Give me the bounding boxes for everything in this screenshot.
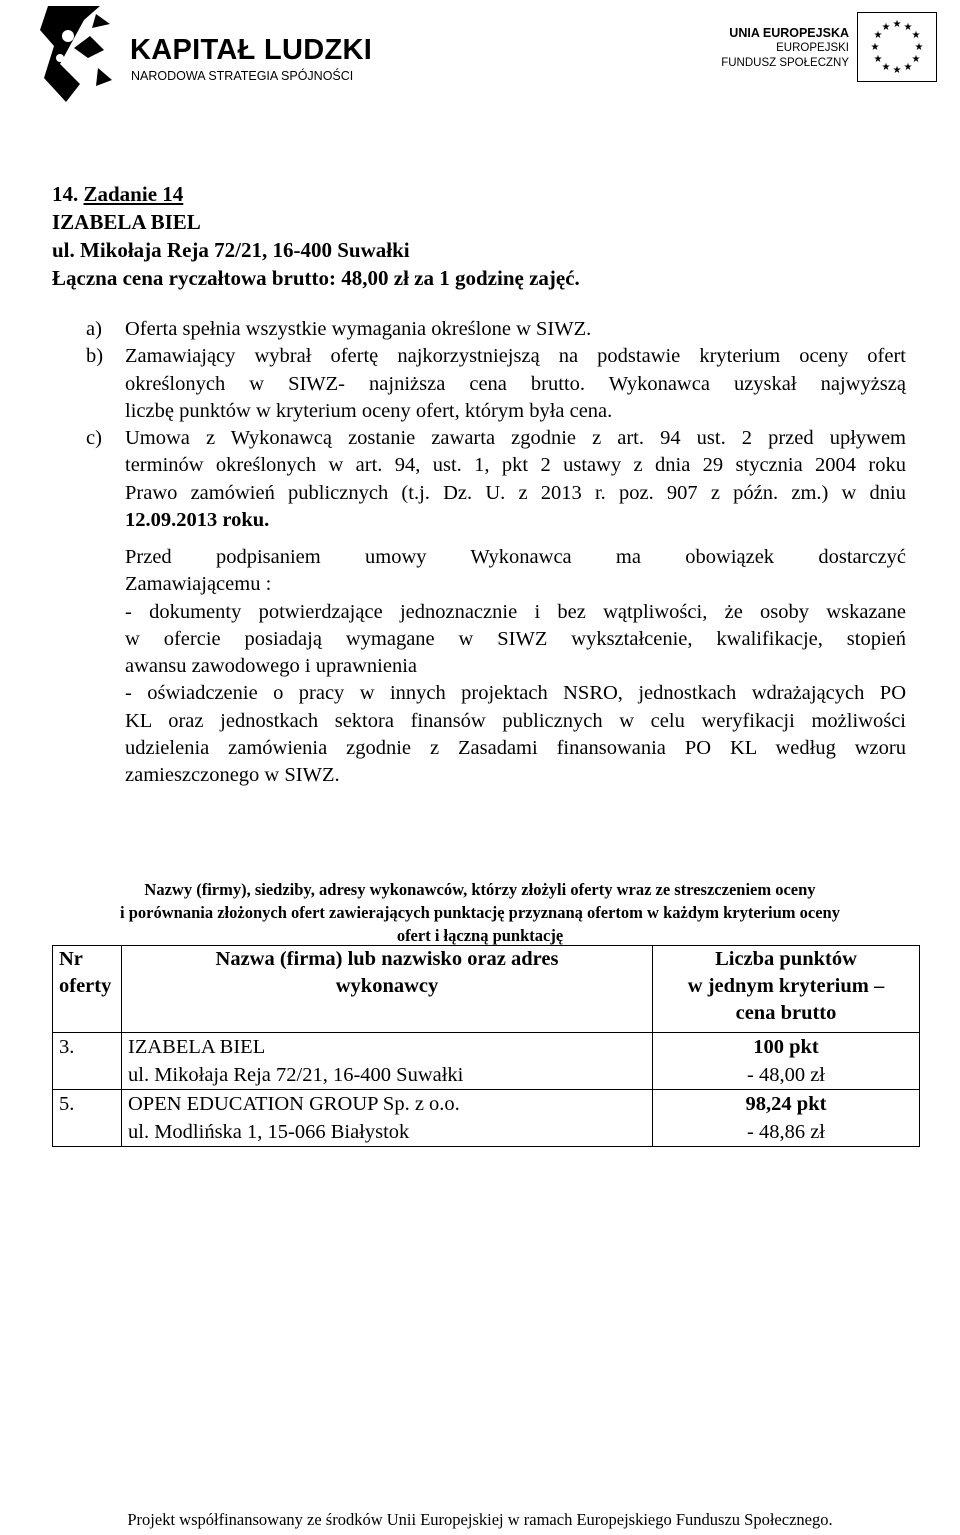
kapital-ludzki-emblem-icon — [40, 6, 126, 104]
points-cell — [653, 1090, 920, 1147]
obligations-line: Zamawiającemu : — [125, 573, 272, 596]
list-item-line: określonych w SIWZ- najniższa cena brutto. Wykonawca uzyskał najwyższą — [125, 372, 906, 395]
header-text: oferty — [59, 975, 112, 997]
table-caption — [40, 878, 920, 947]
price-value: - 48,86 zł — [747, 1121, 825, 1143]
svg-text:★: ★ — [881, 62, 891, 73]
list-item-line: Umowa z Wykonawcą zostanie zawarta zgodnie z art. 94 ust. 2 przed upływem — [125, 427, 906, 450]
header-contractor — [122, 946, 653, 1033]
task-heading — [52, 180, 580, 292]
kapital-ludzki-subtitle: NARODOWA STRATEGIA SPÓJNOŚCI — [131, 69, 354, 83]
statement-line: KL oraz jednostkach sektora finansów publicznych w celu weryfikacji możliwości — [125, 709, 906, 732]
offer-number: 5. — [53, 1090, 122, 1147]
statement-line: - oświadczenie o pracy w innych projektach NSRO, jednostkach wdrażających PO — [125, 682, 906, 705]
contractor-address: ul. Mikołaja Reja 72/21, 16-400 Suwałki — [128, 1064, 464, 1086]
svg-text:★: ★ — [911, 54, 921, 65]
contractor-name: IZABELA BIEL — [128, 1036, 266, 1058]
eu-logo — [705, 12, 937, 87]
table-header-row — [53, 946, 920, 1033]
list-item-text: Oferta spełnia wszystkie wymagania określone w SIWZ. — [125, 318, 592, 340]
svg-text:★: ★ — [892, 65, 902, 76]
eu-logo-line-1: UNIA EUROPEJSKA — [729, 26, 849, 40]
list-item-c — [86, 425, 906, 534]
price-value: - 48,00 zł — [747, 1064, 825, 1086]
header-text: Nazwa (firma) lub nazwisko oraz adres — [215, 948, 559, 970]
contract-date: 12.09.2013 roku. — [125, 509, 270, 532]
statement-line: udzielenia zamówienia zgodnie z Zasadami finansowania PO KL według wzoru — [125, 737, 906, 760]
table-row — [53, 1033, 920, 1090]
svg-text:★: ★ — [873, 54, 883, 65]
eu-flag-icon — [857, 12, 937, 82]
svg-text:★: ★ — [914, 42, 924, 53]
list-marker: b) — [86, 345, 104, 368]
statement-line: zamieszczonego w SIWZ. — [125, 764, 340, 787]
task-title-line — [52, 180, 580, 208]
footer-text: Projekt współfinansowany ze środków Unii Europejskiej w ramach Europejskiego Funduszu Społecznego. — [127, 1510, 833, 1529]
list-item-line: Zamawiający wybrał ofertę najkorzystniejszą na podstawie kryterium oceny ofert — [125, 345, 906, 368]
eu-logo-line-3: FUNDUSZ SPOŁECZNY — [721, 57, 849, 69]
documents-line: awansu zawodowego i uprawnienia — [125, 655, 418, 678]
header-text: cena brutto — [735, 1002, 837, 1024]
header-text: w jednym kryterium – — [687, 975, 885, 997]
documents-line: - dokumenty potwierdzające jednoznacznie i bez wątpliwości, że osoby wskazane — [125, 600, 906, 623]
documents-line: w ofercie posiadają wymagane w SIWZ wykształcenie, kwalifikacje, stopień — [125, 627, 906, 650]
task-title: Zadanie 14 — [83, 182, 184, 206]
svg-text:★: ★ — [892, 19, 902, 30]
contractor-address: ul. Modlińska 1, 15-066 Białystok — [128, 1121, 410, 1143]
svg-text:★: ★ — [870, 42, 880, 53]
contractor-name: OPEN EDUCATION GROUP Sp. z o.o. — [128, 1093, 460, 1115]
svg-text:★: ★ — [873, 30, 883, 41]
points-value: 100 pkt — [753, 1036, 819, 1058]
table-caption-line: ofert i łączną punktację — [396, 926, 564, 945]
list-marker: c) — [86, 427, 102, 450]
table-caption-line: i porównania złożonych ofert zawierających punktację przyznaną ofertom w każdym kryterium oceny — [120, 903, 840, 922]
svg-text:★: ★ — [881, 22, 891, 33]
table-caption-line: Nazwy (firmy), siedziby, adresy wykonawców, którzy złożyli oferty wraz ze streszczeniem oceny — [144, 880, 816, 899]
header-text: wykonawcy — [335, 975, 439, 997]
svg-text:★: ★ — [911, 30, 921, 41]
obligations-line: Przed podpisaniem umowy Wykonawca ma obowiązek dostarczyć — [125, 546, 906, 568]
kapital-ludzki-logo — [40, 6, 373, 104]
contractor-cell — [122, 1090, 653, 1147]
header-points — [653, 946, 920, 1033]
price-line: Łączna cena ryczałtowa brutto: 48,00 zł za 1 godzinę zajęć. — [52, 266, 580, 290]
svg-text:★: ★ — [903, 22, 913, 33]
task-number: 14. — [52, 182, 79, 206]
offer-number: 3. — [53, 1033, 122, 1090]
contractor-address: ul. Mikołaja Reja 72/21, 16-400 Suwałki — [52, 238, 410, 262]
header-text: Nr — [59, 948, 83, 970]
offers-table — [52, 945, 920, 1147]
contractor-cell — [122, 1033, 653, 1090]
svg-text:★: ★ — [903, 62, 913, 73]
list-item-line: liczbę punktów w kryterium oceny ofert, którym była cena. — [125, 399, 613, 422]
list-item-b — [86, 343, 906, 425]
kapital-ludzki-title: KAPITAŁ LUDZKI — [130, 34, 373, 66]
header-text: Liczba punktów — [715, 948, 857, 970]
eu-logo-text — [721, 26, 849, 71]
header-offer-number — [53, 946, 122, 1033]
list-marker: a) — [86, 318, 102, 340]
contractor-name: IZABELA BIEL — [52, 210, 201, 234]
list-item-a — [86, 316, 906, 343]
findings-list — [86, 316, 906, 534]
points-cell — [653, 1033, 920, 1090]
eu-logo-line-2: EUROPEJSKI — [776, 42, 849, 54]
table-row — [53, 1090, 920, 1147]
list-item-line: Prawo zamówień publicznych (t.j. Dz. U. z 2013 r. poz. 907 z późn. zm.) w dniu — [125, 481, 906, 504]
list-item-line: terminów określonych w art. 94, ust. 1, pkt 2 ustawy z dnia 29 stycznia 2004 roku — [125, 454, 906, 477]
points-value: 98,24 pkt — [745, 1093, 827, 1115]
obligations-section — [125, 544, 906, 790]
